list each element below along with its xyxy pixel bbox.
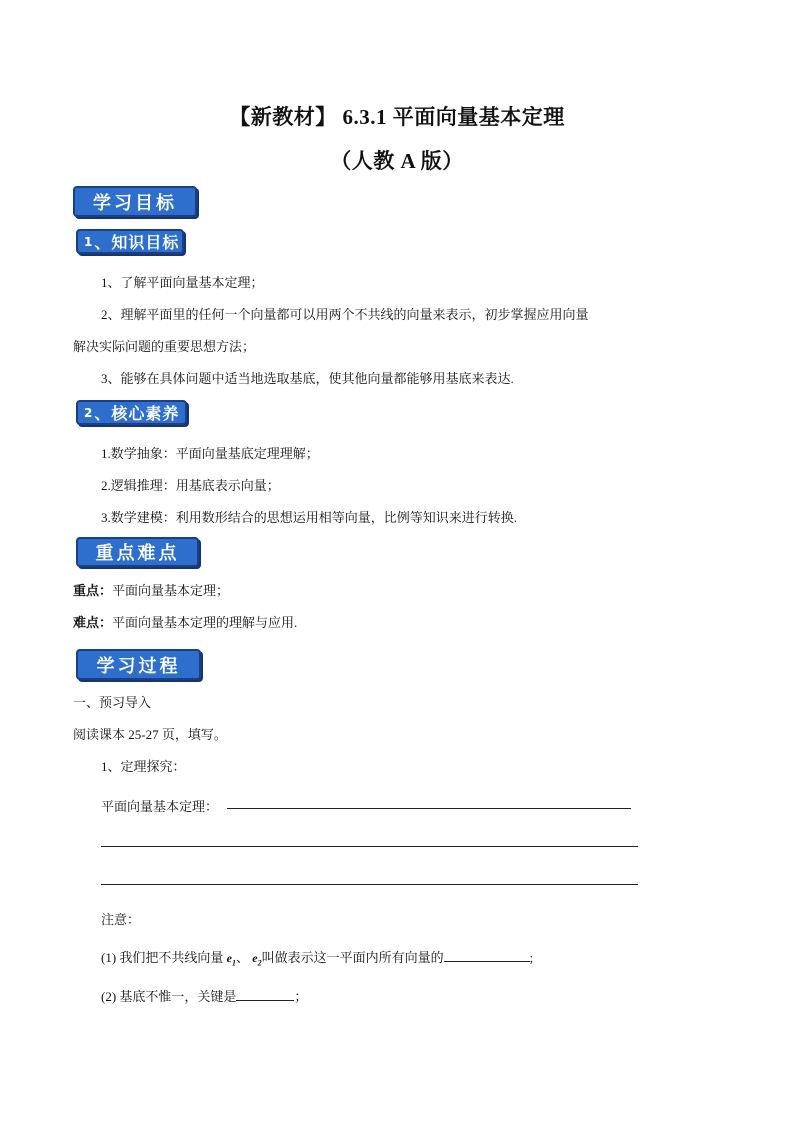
note-2	[101, 986, 307, 1005]
literacy-item-2: 2.逻辑推理：用基底表示向量；	[101, 478, 280, 493]
literacy-item-1: 1.数学抽象：平面向量基底定理理解；	[101, 446, 319, 461]
literacy-item-3: 3.数学建模：利用数形结合的思想运用相等向量，比例等知识来进行转换.	[101, 510, 518, 525]
knowledge-item-2-cont: 解决实际问题的重要思想方法；	[73, 339, 256, 354]
difficult-point-line	[73, 612, 297, 631]
knowledge-item-3: 3、能够在具体问题中适当地选取基底，使其他向量都能够用基底来表达.	[101, 371, 514, 386]
section-badge-literacy	[76, 400, 187, 425]
key-point-label: 重点：	[73, 583, 113, 598]
section-badge-objectives: 学习目标	[73, 186, 197, 217]
note-2-prefix: (2) 基底不惟一，关键是	[101, 989, 237, 1004]
section-badge-process: 学习过程	[76, 649, 201, 680]
key-point-text: 平面向量基本定理；	[112, 583, 230, 598]
note-label: 注意：	[101, 912, 141, 927]
note-2-blank	[236, 988, 294, 1001]
page-title: 【新教材】 6.3.1 平面向量基本定理	[229, 105, 565, 129]
note-1-suffix: 叫做表示这一平面内所有向量的	[261, 950, 444, 965]
note-1	[101, 947, 533, 967]
process-part-1: 一、预习导入	[73, 695, 152, 710]
process-item-1: 1、定理探究：	[101, 759, 186, 774]
key-point-line	[73, 580, 229, 599]
page-subtitle: （人教 A 版）	[330, 149, 464, 173]
note-2-end: ；	[294, 989, 308, 1004]
badge-label: 、核心素养	[94, 404, 180, 423]
section-badge-knowledge	[76, 229, 184, 254]
vector-e2: $e_2$	[252, 951, 262, 968]
theorem-blank-2	[101, 846, 638, 847]
theorem-blank-3	[101, 884, 638, 885]
note-1-blank	[444, 949, 530, 962]
knowledge-item-2: 2、理解平面里的任何一个向量都可以用两个不共线的向量来表示，初步掌握应用向量	[101, 307, 589, 322]
badge-number: 2	[84, 405, 94, 420]
note-1-prefix: (1) 我们把不共线向量	[101, 950, 224, 965]
difficult-point-label: 难点：	[73, 615, 113, 630]
theorem-label: 平面向量基本定理：	[101, 799, 219, 814]
vector-e1: $e_1$	[226, 951, 236, 968]
vector-separator: 、	[236, 950, 250, 965]
badge-number: 1	[84, 234, 94, 249]
badge-label: 、知识目标	[94, 233, 180, 252]
process-reading: 阅读课本 25-27 页，填写。	[73, 727, 227, 742]
theorem-blank-1	[227, 808, 631, 809]
difficult-point-text: 平面向量基本定理的理解与应用.	[112, 615, 298, 630]
knowledge-item-1: 1、了解平面向量基本定理；	[101, 275, 264, 290]
section-badge-keypoints: 重点难点	[76, 537, 199, 567]
note-1-end: ;	[529, 950, 534, 965]
